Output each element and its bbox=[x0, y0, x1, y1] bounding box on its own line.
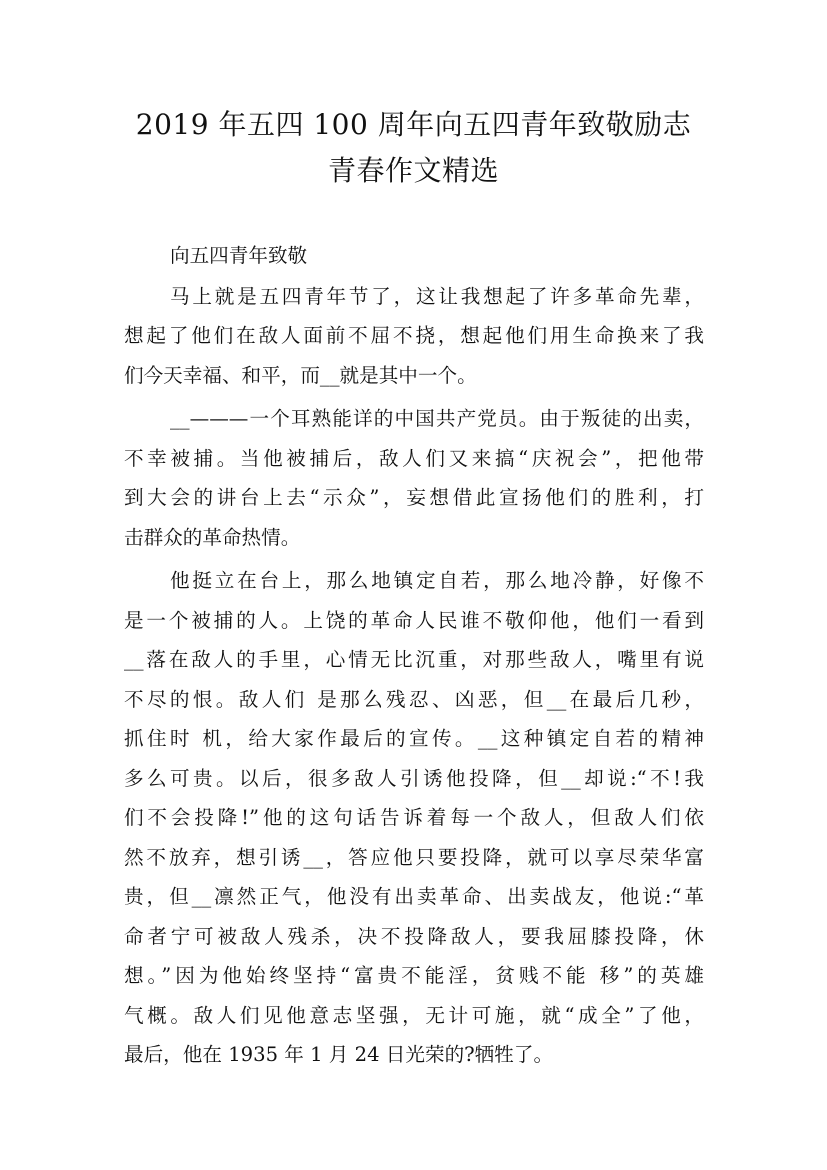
paragraph-2 bbox=[124, 399, 704, 557]
paragraph-line: 命者宁可被敌人残杀，决不投降敌人，要我屈膝投降，休 bbox=[124, 924, 704, 948]
paragraph-line: 们今天幸福、和平，而__就是其中一个。 bbox=[124, 363, 477, 387]
paragraph-line: 不幸被捕。当他被捕后，敌人们又来搞“庆祝会”，把他带 bbox=[124, 446, 704, 470]
paragraph-3 bbox=[124, 561, 704, 1075]
title-line-1: 2019 年五四 100 周年向五四青年致敬励志 bbox=[135, 108, 692, 141]
paragraph-line: 抓住时 机，给大家作最后的宣传。__这种镇定自若的精神 bbox=[124, 727, 704, 750]
paragraph-line: 马上就是五四青年节了，这让我想起了许多革命先辈， bbox=[170, 284, 704, 308]
page-title bbox=[100, 102, 727, 194]
paragraph-line: 最后，他在 1935 年 1 月 24 日光荣的?牺牲了。 bbox=[124, 1043, 554, 1066]
paragraph-line: 想起了他们在敌人面前不屈不挠，想起他们用生命换来了我 bbox=[124, 324, 704, 347]
paragraph-1 bbox=[124, 277, 704, 396]
paragraph-line: 然不放弃，想引诱__，答应他只要投降，就可以享尽荣华富 bbox=[124, 845, 704, 869]
paragraph-line: 贵，但__凛然正气，他没有出卖革命、出卖战友，他说:“革 bbox=[124, 885, 704, 908]
paragraph-line: 他挺立在台上，那么地镇定自若，那么地冷静，好像不 bbox=[170, 569, 704, 592]
paragraph-line: 们不会投降!”他的这句话告诉着每一个敌人，但敌人们依 bbox=[124, 806, 704, 829]
paragraph-line: 击群众的革命热情。 bbox=[124, 525, 301, 549]
paragraph-line: 想。”因为他始终坚持“富贵不能淫，贫贱不能 移”的英雄 bbox=[124, 964, 704, 987]
paragraph-line: 到大会的讲台上去“示众”，妄想借此宣扬他们的胜利，打 bbox=[124, 486, 704, 509]
paragraph-line: 是一个被捕的人。上饶的革命人民谁不敬仰他，他们一看到 bbox=[124, 608, 704, 632]
section-heading: 向五四青年致敬 bbox=[170, 244, 308, 267]
paragraph-line: __落在敌人的手里，心情无比沉重，对那些敌人，嘴里有说 bbox=[124, 648, 704, 671]
paragraph-line: __———一个耳熟能详的中国共产党员。由于叛徒的出卖， bbox=[170, 407, 704, 430]
document-body bbox=[124, 236, 704, 1079]
paragraph-line: 气概。敌人们见他意志坚强，无计可施，就“成全”了他， bbox=[124, 1003, 704, 1027]
paragraph-line: 不尽的恨。敌人们 是那么残忍、凶恶，但__在最后几秒， bbox=[124, 687, 704, 711]
title-line-2: 青春作文精选 bbox=[327, 154, 499, 187]
paragraph-line: 多么可贵。以后，很多敌人引诱他投降，但__却说:“不!我 bbox=[124, 766, 704, 790]
